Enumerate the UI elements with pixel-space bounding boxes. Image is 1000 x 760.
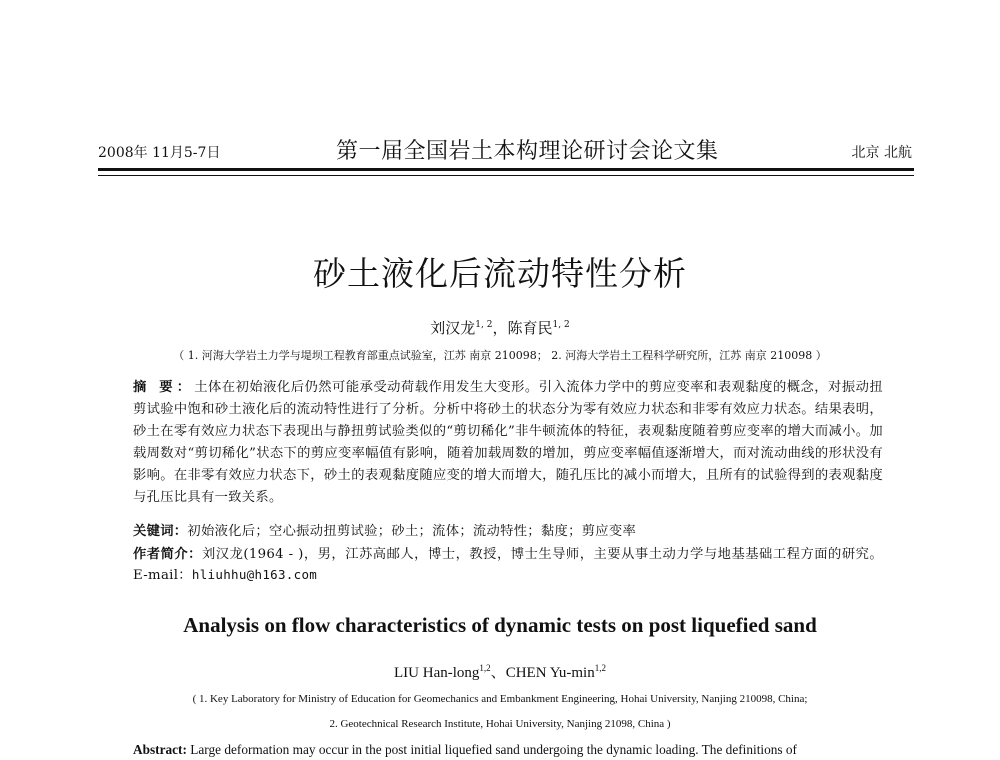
header-proceedings-title: 第一届全国岩土本构理论研讨会论文集	[336, 139, 719, 164]
author-bio-label-cn: 作者简介：	[133, 547, 202, 562]
keywords-label-cn: 关键词：	[133, 524, 188, 539]
abstract-en	[133, 742, 893, 758]
abstract-text-cn: 土体在初始液化后仍然可能承受动荷载作用发生大变形。引入流体力学中的剪应变率和表观黏度的概念，对振动扭剪试验中饱和砂土液化后的流动特性进行了分析。分析中将砂土的状态分为零有效应力状态和非零有效应力状态。结果表明，砂土在零有效应力状态下表现出与静扭剪试验类似的“剪切稀化”非牛顿流体的特征，表观黏度随着剪应变率的增大而减小。加载周数对“剪切稀化”状态下的剪应变率幅值有影响，随着加载周数的增加，剪应变率幅值逐渐增大，而对流动曲线的形状没有影响。在非零有效应力状态下，砂土的表观黏度随应变的增大而增大，随孔压比的减小而增大，且所有的试验得到的表观黏度与孔压比具有一致关系。	[133, 380, 883, 505]
paper-title-cn: 砂土液化后流动特性分析	[313, 254, 687, 293]
affiliation-en-2: 2. Geotechnical Research Institute, Hohai University, Nanjing 21098, China )	[329, 718, 671, 730]
author-2-cn: 陈育民	[507, 319, 553, 337]
affiliation-en-1: ( 1. Key Laboratory for Ministry of Education for Geomechanics and Embankment Engineering, Hohai University, Nanjing 210098, China;	[192, 693, 808, 705]
keywords-text-cn: 初始液化后；空心振动扭剪试验；砂土；流体；流动特性；黏度；剪应变率	[187, 524, 637, 539]
authors-en	[0, 661, 1000, 682]
paper-title-en: Analysis on flow characteristics of dynamic tests on post liquefied sand	[183, 613, 817, 637]
author-2-en-affil-marker: 1,2	[594, 663, 606, 673]
affiliation-cn: （ 1. 河海大学岩土力学与堤坝工程教育部重点试验室，江苏 南京 210098； 2. 河海大学岩土工程科学研究所，江苏 南京 210098 ）	[173, 349, 827, 362]
authors-cn	[0, 317, 1000, 338]
author-bio-text-cn: 刘汉龙(1964 - )，男，江苏高邮人，博士，教授，博士生导师，主要从事土动力学与地基基础工程方面的研究。E-mail：	[133, 547, 884, 583]
author-separator-en: 、	[490, 665, 506, 681]
header-date: 2008年 11月5-7日	[98, 145, 221, 161]
author-2-cn-affil-marker: 1, 2	[552, 320, 570, 330]
keywords-cn	[133, 523, 883, 541]
author-separator-cn: ，	[492, 319, 508, 337]
author-1-en: LIU Han-long	[394, 665, 480, 681]
abstract-text-en: Large deformation may occur in the post initial liquefied sand undergoing the dynamic loading. The definitions of	[190, 742, 797, 757]
abstract-cn	[133, 377, 883, 509]
header-location: 北京 北航	[851, 145, 912, 161]
author-1-en-affil-marker: 1,2	[479, 663, 491, 673]
author-1-cn: 刘汉龙	[430, 319, 476, 337]
abstract-label-cn: 摘 要：	[133, 380, 195, 395]
author-2-en: CHEN Yu-min	[505, 665, 595, 681]
author-1-cn-affil-marker: 1, 2	[475, 320, 493, 330]
author-bio-cn	[133, 545, 883, 586]
author-email[interactable]: hliuhhu@h163.com	[191, 567, 318, 582]
abstract-label-en: Abstract:	[133, 742, 187, 757]
header-rule-thick	[98, 168, 914, 171]
header-rule-thin	[98, 175, 914, 176]
